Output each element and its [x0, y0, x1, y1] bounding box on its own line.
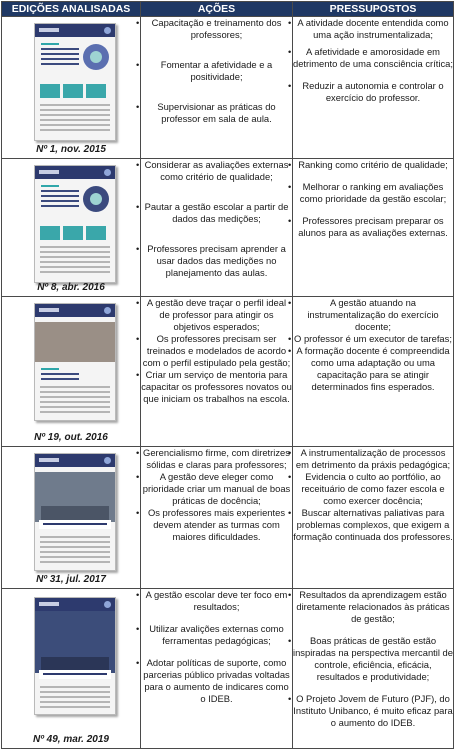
magazine-cover-thumbnail	[34, 597, 116, 715]
action-item: • Fomentar a afetividade e a positividade;	[141, 59, 292, 83]
assumption-item: • Evidencia o culto ao portfólio, ao receituário de como fazer escola e como exercer docência;	[293, 471, 453, 507]
assumption-item: • O professor é um executor de tarefas;	[293, 333, 453, 345]
action-item: • A gestão escolar deve ter foco em resultados;	[141, 589, 292, 613]
analysis-table	[1, 1, 454, 749]
edition-label: Nº 31, jul. 2017	[36, 574, 106, 585]
assumption-item: • Boas práticas de gestão estão inspiradas na perspectiva mercantil de controle, eficiência, eficácia, resultados e produtividade;	[293, 635, 453, 683]
assumption-item: • Resultados da aprendizagem estão diretamente relacionados às práticas de gestão;	[293, 589, 453, 625]
actions-cell	[141, 17, 293, 159]
action-item: • Gerencialismo firme, com diretrizes sólidas e claras para professores;	[141, 447, 292, 471]
assumption-item: • Ranking como critério de qualidade;	[293, 159, 453, 171]
actions-cell	[141, 447, 293, 589]
magazine-cover-thumbnail	[34, 303, 116, 421]
table-row	[2, 447, 454, 589]
edition-cell	[2, 297, 141, 447]
actions-cell	[141, 159, 293, 297]
action-item: • Pautar a gestão escolar a partir de dados das medições;	[141, 201, 292, 225]
action-item: • Criar um serviço de mentoria para capacitar os professores novatos ou que iniciam os trabalhos na escola.	[141, 369, 292, 405]
actions-cell	[141, 297, 293, 447]
assumption-item: • A formação docente é compreendida como uma adaptação ou uma capacitação para se atingir determinados fins esperados.	[293, 345, 453, 393]
actions-cell	[141, 589, 293, 749]
assumption-item: • O Projeto Jovem de Futuro (PJF), do Instituto Unibanco, é muito eficaz para o aumento do IDEB.	[293, 693, 453, 729]
action-item: • Capacitação e treinamento dos professores;	[141, 17, 292, 41]
action-item: • A gestão deve traçar o perfil ideal de professor para atingir os objetivos esperados;	[141, 297, 292, 333]
magazine-cover-thumbnail	[34, 23, 116, 141]
assumption-item: • A atividade docente entendida como uma ação instrumentalizada;	[293, 17, 453, 41]
table-row	[2, 159, 454, 297]
action-item: • Utilizar avalições externas como ferramentas pedagógicas;	[141, 623, 292, 647]
edition-cell	[2, 447, 141, 589]
assumption-item: • A afetividade e amorosidade em detrimento de uma consciência crítica;	[293, 46, 453, 70]
action-item: • Os professores mais experientes devem atender as turmas com maiores dificuldades.	[141, 507, 292, 543]
header-actions: AÇÕES	[141, 2, 293, 17]
action-item: • Adotar políticas de suporte, como parcerias público privadas voltadas para o aumento de indicares como o IDEB.	[141, 657, 292, 705]
action-item: • A gestão deve eleger como prioridade criar um manual de boas práticas de docência;	[141, 471, 292, 507]
edition-label: Nº 19, out. 2016	[34, 432, 108, 443]
table-row	[2, 589, 454, 749]
assumptions-cell	[293, 589, 454, 749]
assumption-item: • Buscar alternativas paliativas para problemas complexos, que exigem a formação continuada dos professores.	[293, 507, 453, 543]
assumption-item: • Professores precisam preparar os alunos para as avaliações externas.	[293, 215, 453, 239]
header-assumptions: PRESSUPOSTOS	[293, 2, 454, 17]
header-editions: EDIÇÕES ANALISADAS	[2, 2, 141, 17]
magazine-cover-thumbnail	[34, 453, 116, 571]
edition-label: Nº 49, mar. 2019	[33, 734, 109, 745]
action-item: • Considerar as avaliações externas como critério de qualidade;	[141, 159, 292, 183]
assumption-item: • Melhorar o ranking em avaliações como prioridade da gestão escolar;	[293, 181, 453, 205]
assumptions-cell	[293, 159, 454, 297]
assumption-item: • A gestão atuando na instrumentalização do exercício docente;	[293, 297, 453, 333]
edition-cell	[2, 589, 141, 749]
action-item: • Os professores precisam ser treinados e modelados de acordo com o perfil estipulado pela gestão;	[141, 333, 292, 369]
assumptions-cell	[293, 297, 454, 447]
header-row	[2, 2, 454, 17]
assumptions-cell	[293, 447, 454, 589]
edition-label: Nº 1, nov. 2015	[36, 144, 106, 155]
edition-label: Nº 8, abr. 2016	[37, 282, 105, 293]
assumptions-cell	[293, 17, 454, 159]
assumption-item: • A instrumentalização de processos em detrimento da práxis pedagógica;	[293, 447, 453, 471]
magazine-cover-thumbnail	[34, 165, 116, 283]
table-row	[2, 17, 454, 159]
table-row	[2, 297, 454, 447]
assumption-item: • Reduzir a autonomia e controlar o exercício do professor.	[293, 80, 453, 104]
action-item: • Professores precisam aprender a usar dados das medições no planejamento das aulas.	[141, 243, 292, 279]
edition-cell	[2, 159, 141, 297]
edition-cell	[2, 17, 141, 159]
action-item: • Supervisionar as práticas do professor em sala de aula.	[141, 101, 292, 125]
